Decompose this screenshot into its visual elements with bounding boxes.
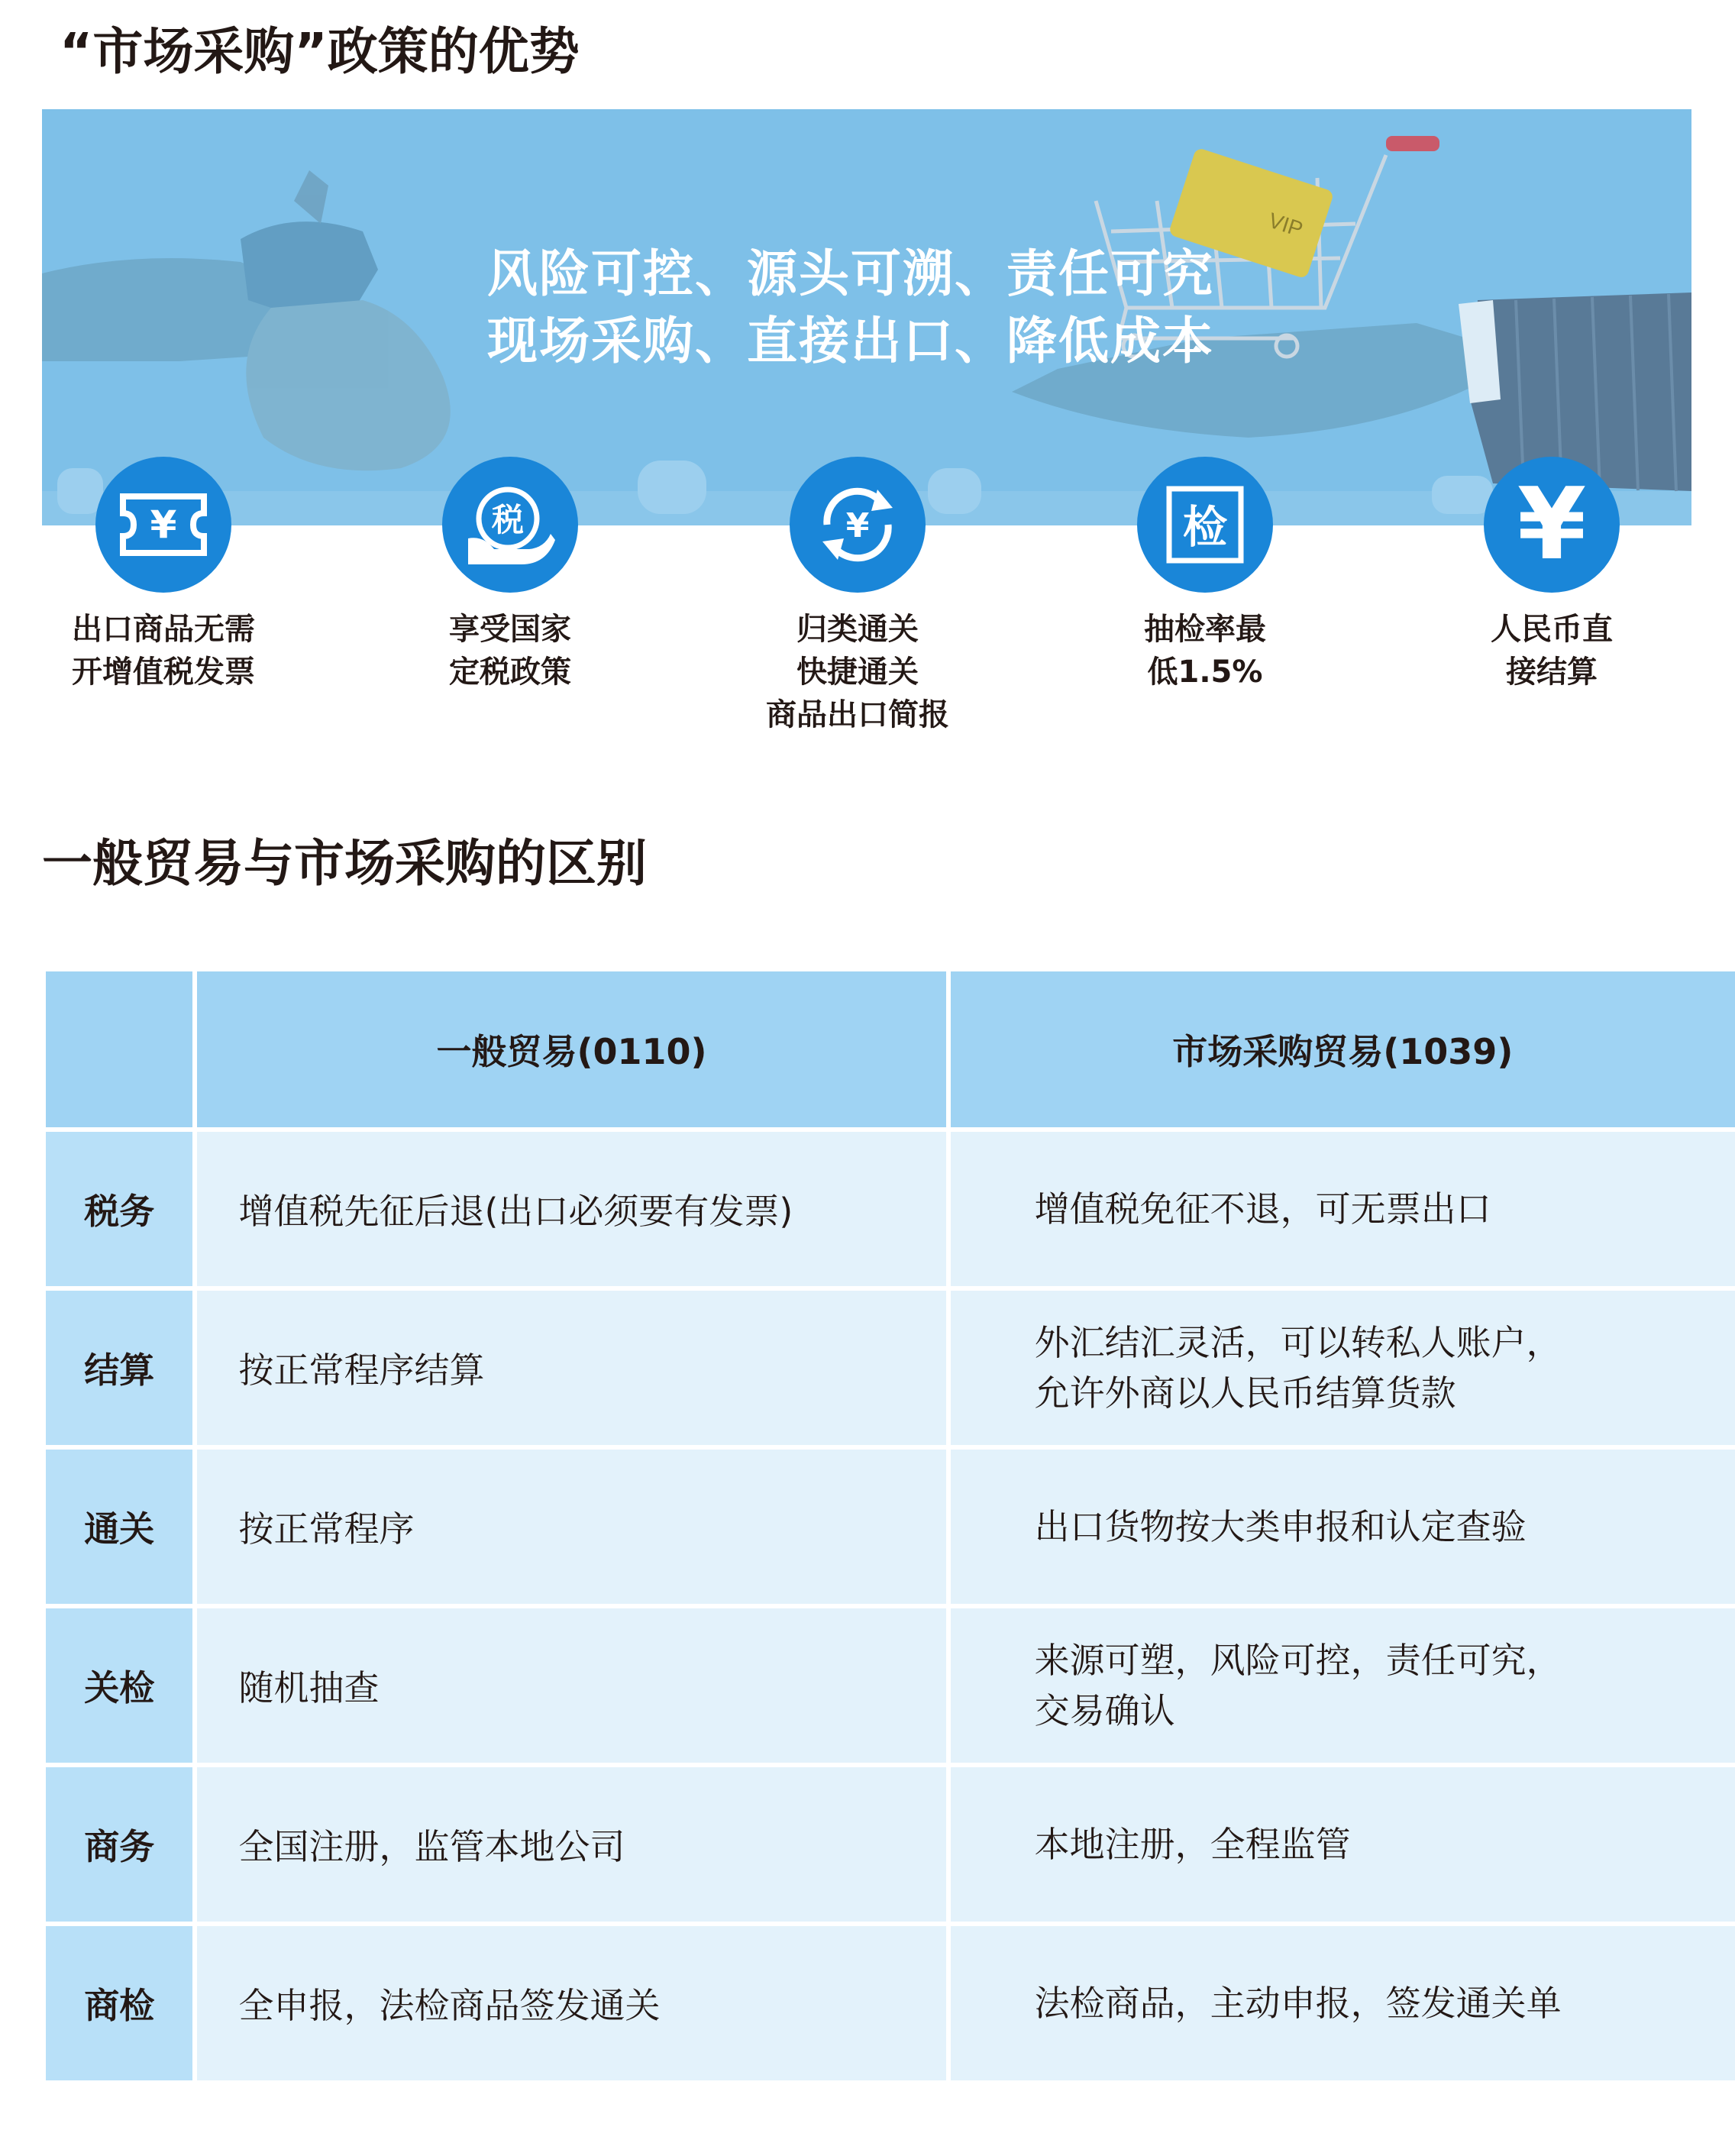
banner-slogan [487, 241, 1214, 375]
table-row [46, 1450, 1735, 1604]
tax-hand-icon [442, 457, 578, 593]
feature-label: 人民币直 接结算 [1491, 612, 1613, 690]
inspection-icon [1137, 457, 1273, 593]
table-row [46, 1608, 1735, 1763]
comparison-table [41, 967, 1735, 2085]
row-general: 按正常程序结算 [197, 1291, 945, 1445]
svg-text:检: 检 [1182, 501, 1228, 553]
table-header-corner [46, 971, 192, 1127]
svg-text:VIP: VIP [1265, 208, 1306, 241]
row-key: 商检 [46, 1926, 192, 2080]
cart-handle [1386, 136, 1439, 151]
feature-label: 享受国家 定税政策 [449, 612, 571, 690]
section-title-advantages: “市场采购”政策的优势 [60, 22, 580, 81]
feature-label: 抽检率最 低1.5% [1144, 612, 1266, 690]
hand-money-bag [42, 170, 451, 470]
feature-fixed-tax [350, 457, 670, 693]
slogan-line-2: 现场采购、直接出口、降低成本 [487, 312, 1214, 370]
row-general: 全国注册，监管本地公司 [197, 1767, 945, 1922]
feature-low-inspection [1045, 457, 1365, 693]
row-market: 法检商品，主动申报，签发通关单 [951, 1926, 1735, 2080]
row-key: 关检 [46, 1608, 192, 1763]
table-row [46, 1767, 1735, 1922]
feature-label: 出口商品无需 开增值税发票 [72, 612, 255, 690]
table-row [46, 1132, 1735, 1286]
table-header-general: 一般贸易(0110) [197, 971, 945, 1127]
ticket-yuan-icon [95, 457, 231, 593]
row-market: 来源可塑，风险可控，责任可究， 交易确认 [951, 1608, 1735, 1763]
row-key: 结算 [46, 1291, 192, 1445]
feature-rmb-settlement [1391, 457, 1712, 693]
table-row [46, 1926, 1735, 2080]
table-row [46, 1291, 1735, 1445]
row-key: 商务 [46, 1767, 192, 1922]
row-market: 外汇结汇灵活，可以转私人账户， 允许外商以人民币结算货款 [951, 1291, 1735, 1445]
svg-text:税: 税 [491, 501, 525, 538]
table-header-market: 市场采购贸易(1039) [951, 971, 1735, 1127]
slogan-line-1: 风险可控、源头可溯、责任可究 [487, 244, 1214, 303]
row-general: 全申报，法检商品签发通关 [197, 1926, 945, 2080]
row-general: 随机抽查 [197, 1608, 945, 1763]
section-title-comparison: 一般贸易与市场采购的区别 [42, 834, 647, 893]
table-header-row [46, 971, 1735, 1127]
row-key: 通关 [46, 1450, 192, 1604]
svg-text:¥: ¥ [150, 503, 177, 547]
svg-text:¥: ¥ [1517, 479, 1587, 571]
feature-label: 归类通关 快捷通关 商品出口简报 [766, 612, 949, 732]
feature-no-invoice [3, 457, 324, 693]
feature-fast-customs [697, 457, 1018, 736]
row-market: 本地注册，全程监管 [951, 1767, 1735, 1922]
row-market: 增值税免征不退，可无票出口 [951, 1132, 1735, 1286]
row-general: 按正常程序 [197, 1450, 945, 1604]
row-key: 税务 [46, 1132, 192, 1286]
row-general: 增值税先征后退(出口必须要有发票) [197, 1132, 945, 1286]
svg-text:¥: ¥ [845, 506, 870, 545]
yuan-icon [1484, 457, 1620, 593]
yuan-cycle-icon [790, 457, 926, 593]
row-market: 出口货物按大类申报和认定查验 [951, 1450, 1735, 1604]
